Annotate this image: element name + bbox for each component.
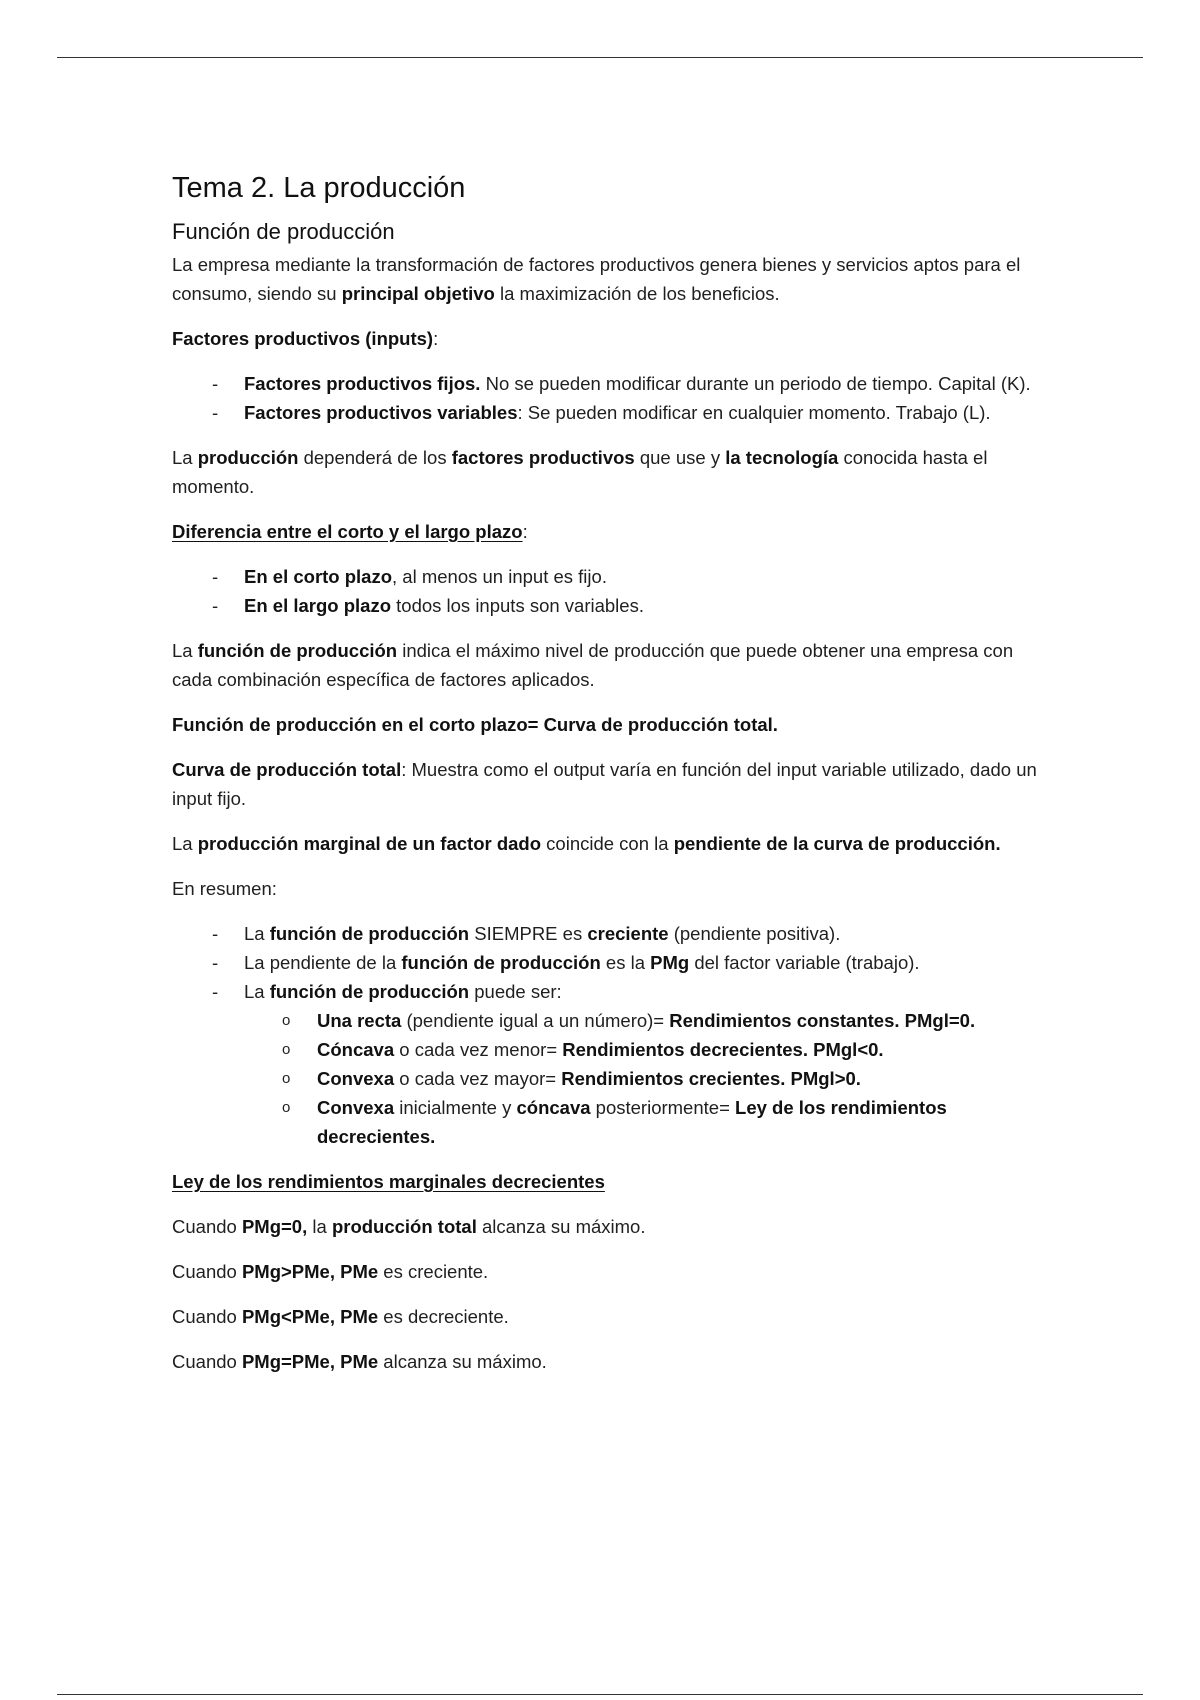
circle-bullet: o <box>282 1098 291 1116</box>
corto-plazo-line: Función de producción en el corto plazo= Curva de producción total. <box>172 713 778 735</box>
cuando-line: Cuando PMg=PMe, PMe alcanza su máximo. <box>172 1350 547 1372</box>
circle-bullet: o <box>282 1069 291 1087</box>
cuando-line: Cuando PMg=0, la producción total alcanza su máximo. <box>172 1215 646 1237</box>
dash-bullet: - <box>212 951 219 973</box>
cuando-line: Cuando PMg<PMe, PMe es decreciente. <box>172 1305 509 1327</box>
intro-paragraph: La empresa mediante la transformación de factores productivos genera bienes y servicios aptos para el consumo, siendo su principal objetivo la maximización de los beneficios. <box>172 253 1021 304</box>
list-item: - Factores productivos fijos. No se pueden modificar durante un periodo de tiempo. Capital (K). <box>172 369 1052 398</box>
circle-bullet: o <box>282 1040 291 1058</box>
dash-bullet: - <box>212 980 219 1002</box>
header-rule <box>57 57 1143 58</box>
list-item: - Factores productivos variables: Se pueden modificar en cualquier momento. Trabajo (L). <box>172 398 1052 427</box>
curva-paragraph: Curva de producción total: Muestra como el output varía en función del input variable utilizado, dado un input fijo. <box>172 758 1037 809</box>
sub-list-item: o Convexa inicialmente y cóncava posteriormente= Ley de los rendimientos decrecientes. <box>172 1093 1052 1151</box>
circle-bullet: o <box>282 1011 291 1029</box>
list-item: - La pendiente de la función de producción es la PMg del factor variable (trabajo). <box>172 948 1052 977</box>
dash-bullet: - <box>212 401 219 423</box>
dash-bullet: - <box>212 922 219 944</box>
list-item: - En el corto plazo, al menos un input es fijo. <box>172 562 1052 591</box>
list-item: - La función de producción SIEMPRE es creciente (pendiente positiva). <box>172 919 1052 948</box>
ley-heading: Ley de los rendimientos marginales decrecientes <box>172 1170 605 1192</box>
footer-rule <box>57 1694 1143 1695</box>
document-page <box>172 170 1052 1392</box>
factores-heading: Factores productivos (inputs): <box>172 327 439 349</box>
dash-bullet: - <box>212 372 219 394</box>
document-title: Tema 2. La producción <box>172 172 466 204</box>
dash-bullet: - <box>212 565 219 587</box>
sub-list-item: o Convexa o cada vez mayor= Rendimientos crecientes. PMgl>0. <box>172 1064 1052 1093</box>
cuando-line: Cuando PMg>PMe, PMe es creciente. <box>172 1260 489 1282</box>
forma-list <box>172 1006 1052 1151</box>
marginal-paragraph: La producción marginal de un factor dado coincide con la pendiente de la curva de producción. <box>172 832 1001 854</box>
diferencia-heading: Diferencia entre el corto y el largo plazo: <box>172 520 528 542</box>
plazo-list <box>172 562 1052 620</box>
dash-bullet: - <box>212 594 219 616</box>
list-item: - La función de producción puede ser: <box>172 977 1052 1006</box>
list-item: - En el largo plazo todos los inputs son variables. <box>172 591 1052 620</box>
factores-list <box>172 369 1052 427</box>
section-heading: Función de producción <box>172 219 395 245</box>
produccion-paragraph: La producción dependerá de los factores productivos que use y la tecnología conocida hasta el momento. <box>172 446 988 497</box>
sub-list-item: o Una recta (pendiente igual a un número)= Rendimientos constantes. PMgl=0. <box>172 1006 1052 1035</box>
funcion-paragraph: La función de producción indica el máximo nivel de producción que puede obtener una empresa con cada combinación específica de factores aplicados. <box>172 639 1014 690</box>
resumen-list <box>172 919 1052 1006</box>
resumen-label: En resumen: <box>172 877 277 899</box>
sub-list-item: o Cóncava o cada vez menor= Rendimientos decrecientes. PMgl<0. <box>172 1035 1052 1064</box>
